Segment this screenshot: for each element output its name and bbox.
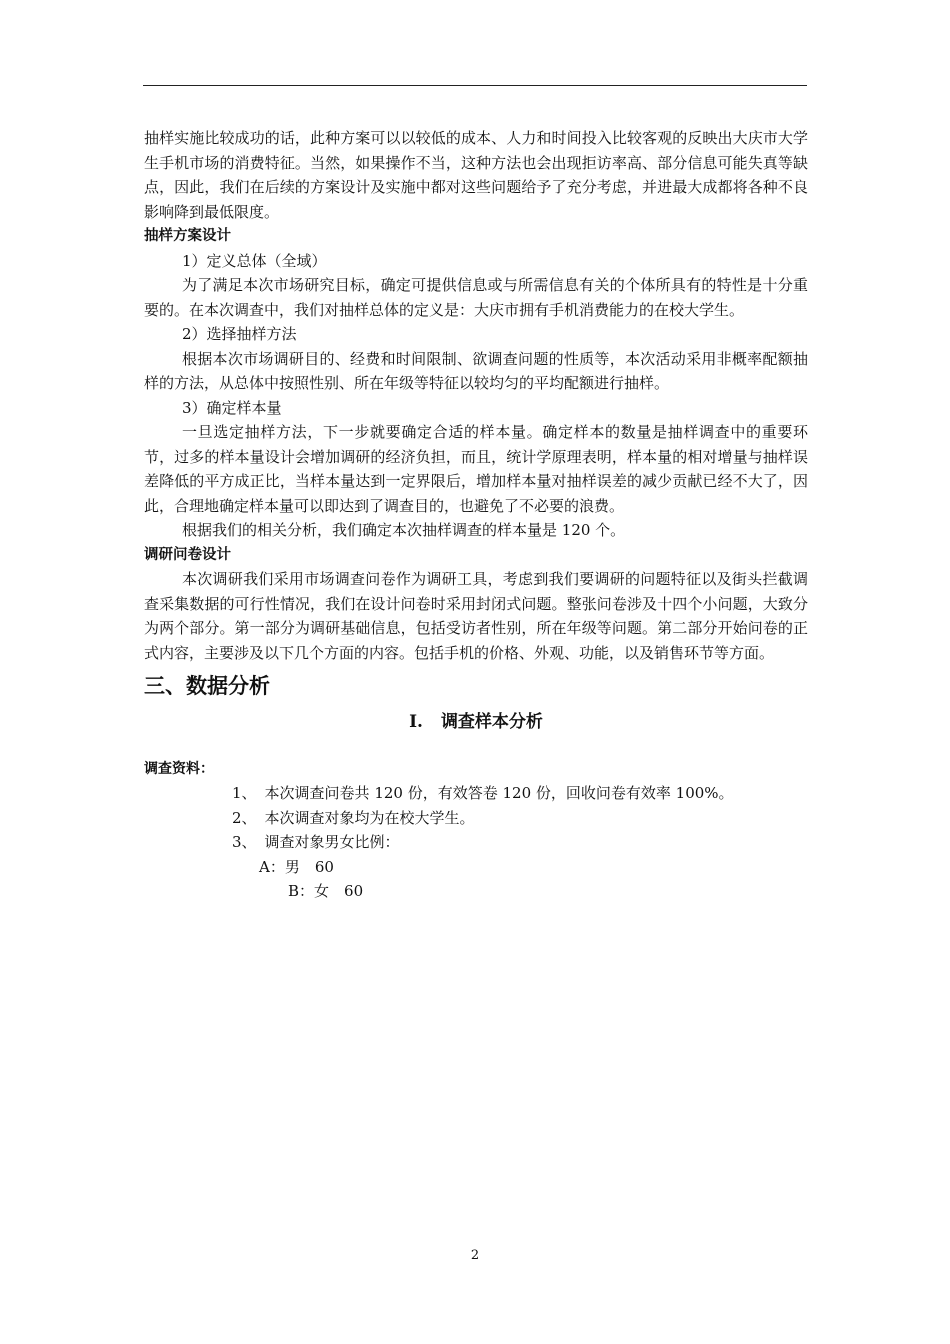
step-3-title: 3）确定样本量 [182, 398, 282, 417]
questionnaire-text: 本次调研我们采用市场调查问卷作为调研工具，考虑到我们要调研的问题特征以及街头拦截调查采集数据的可行性情况，我们在设计问卷时采用封闭式问题。整张问卷涉及十四个小问题，大致分为两个部分。第一部分为调研基础信息，包括受访者性别，所在年级等问题。第二部分开始问卷的正式内容，主要涉及以下几个方面的内容。包括手机的价格、外观、功能，以及销售环节等方面。 [144, 570, 808, 662]
list-item [144, 781, 808, 806]
survey-data-label: 调查资料： [144, 761, 214, 777]
continued-paragraph: 抽样实施比较成功的话，此种方案可以以较低的成本、人力和时间投入比较客观的反映出大庆市大学生手机市场的消费特征。当然，如果操作不当，这种方法也会出现拒访率高、部分信息可能失真等缺点，因此，我们在后续的方案设计及实施中都对这些问题给予了充分考虑，并进最大成都将各种不良影响降到最低限度。 [144, 129, 808, 221]
subsection-label: 调查样本分析 [440, 712, 543, 732]
questionnaire-heading: 调研问卷设计 [144, 546, 231, 563]
page-content [144, 126, 808, 904]
step-3-conclusion: 根据我们的相关分析，我们确定本次抽样调查的样本量是 120 个。 [182, 521, 626, 539]
list-item-number: 2、 [232, 808, 257, 827]
list-item [144, 830, 808, 855]
list-item [144, 806, 808, 831]
section-title: 三、数据分析 [144, 674, 270, 698]
list-item-text: 本次调查对象均为在校大学生。 [264, 808, 475, 827]
subsection-title [144, 707, 808, 737]
option-female: B：女 60 [288, 882, 364, 900]
step-1-text: 为了满足本次市场研究目标，确定可提供信息或与所需信息有关的个体所具有的特性是十分重要的。在本次调查中，我们对抽样总体的定义是：大庆市拥有手机消费能力的在校大学生。 [144, 276, 808, 319]
page-number: 2 [470, 1248, 480, 1263]
step-2-title: 2）选择抽样方法 [182, 325, 297, 343]
step-1-title: 1）定义总体（全域） [182, 251, 327, 270]
subsection-number: I. [409, 712, 423, 732]
sampling-heading: 抽样方案设计 [144, 228, 231, 244]
option-male: A：男 60 [259, 857, 334, 876]
step-3-text: 一旦选定抽样方法，下一步就要确定合适的样本量。确定样本的数量是抽样调查中的重要环节，过多的样本量设计会增加调研的经济负担，而且，统计学原理表明，样本量的相对增量与抽样误差降低的平方成正比，当样本量达到一定界限后，增加样本量对抽样误差的减少贡献已经不大了，因此，合理地确定样本量可以即达到了调查目的，也避免了不必要的浪费。 [144, 423, 808, 515]
list-item-number: 1、 [232, 784, 257, 802]
step-2-text: 根据本次市场调研目的、经费和时间限制、欲调查问题的性质等，本次活动采用非概率配额抽样的方法，从总体中按照性别、所在年级等特征以较均匀的平均配额进行抽样。 [144, 349, 808, 392]
list-item-text: 本次调查问卷共 120 份，有效答卷 120 份，回收问卷有效率 100%。 [264, 784, 734, 802]
list-item-text: 调查对象男女比例： [264, 833, 400, 851]
header-rule [143, 85, 807, 86]
list-item-number: 3、 [232, 833, 257, 851]
